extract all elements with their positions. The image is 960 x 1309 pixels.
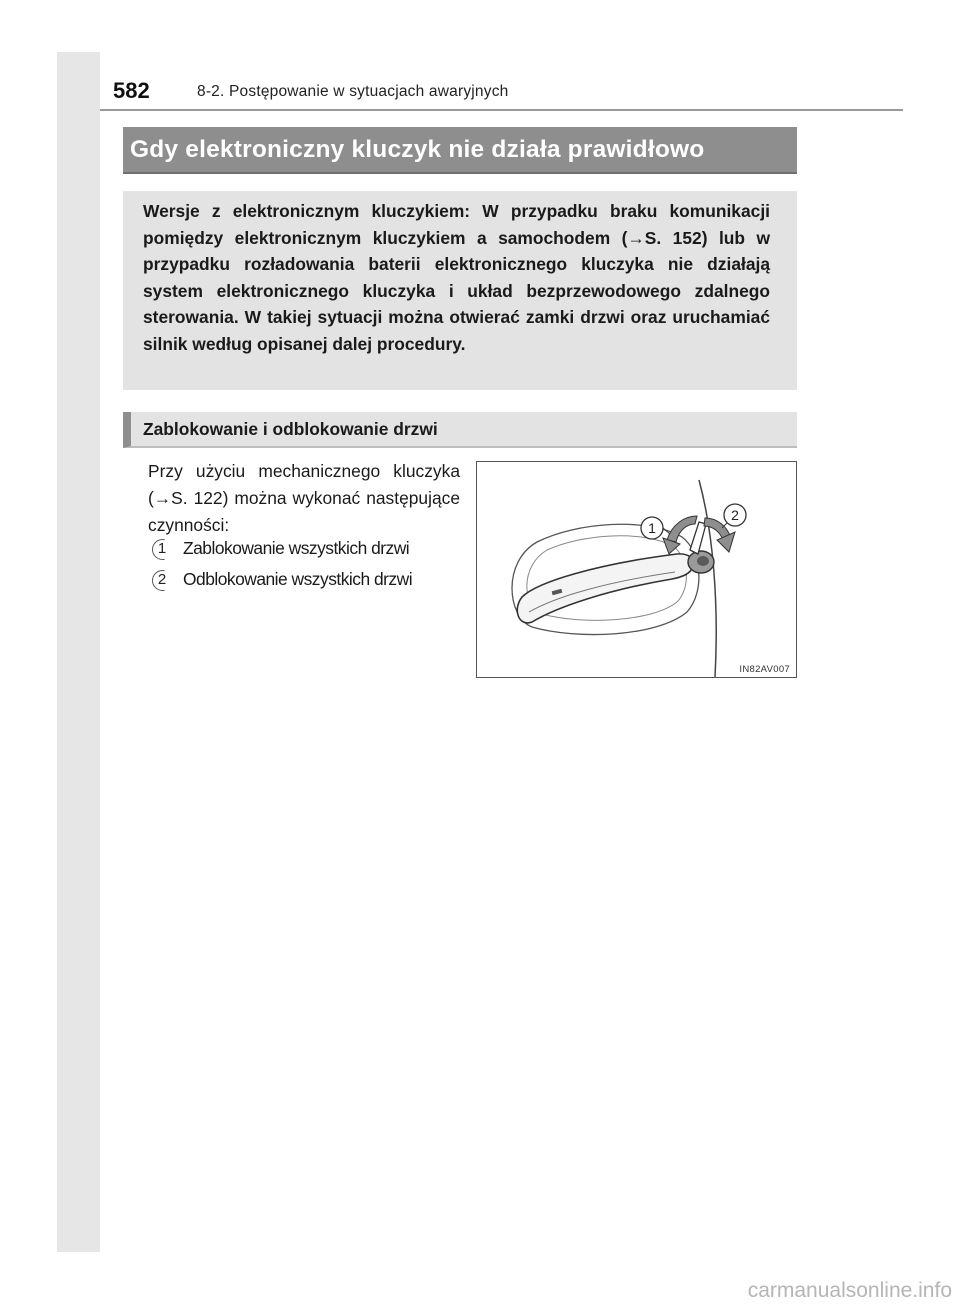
watermark: carmanualsonline.info (747, 1279, 952, 1302)
callout-1-label: 1 (648, 520, 656, 536)
section-title-banner (123, 127, 797, 174)
step-text: Odblokowanie wszystkich drzwi (183, 569, 413, 589)
figure-code: IN82AV007 (739, 664, 790, 675)
subsection-title: Zablokowanie i odblokowanie drzwi (143, 419, 438, 439)
step-text: Zablokowanie wszystkich drzwi (183, 538, 410, 558)
callout-2-label: 2 (731, 507, 739, 523)
chapter-title: 8-2. Postępowanie w sytuacjach awaryjnych (197, 83, 509, 100)
page-number: 582 (113, 78, 150, 103)
section-title: Gdy elektroniczny kluczyk nie działa prawidłowo (130, 136, 705, 163)
intro-text: Wersje z elektronicznym kluczykiem: W przypadku braku komunikacji pomiędzy elektronicznym kluczykiem a samochodem (→S. 152) lub w przypadku rozładowania baterii elektronicznego kluczyka nie działają system elektronicznego kluczyka i układ bezprzewodowego zdalnego sterowania. W takiej sytuacji można otwierać zamki drzwi oraz uruchamiać silnik według opisanej dalej procedury. (143, 201, 770, 354)
step-item (148, 569, 468, 600)
step-number: 1 (152, 539, 172, 559)
door-handle-drawing (477, 462, 796, 677)
door-handle-illustration (476, 461, 797, 678)
body-paragraph: Przy użyciu mechanicznego kluczyka (→S. 122) można wykonać następujące czynności: (148, 461, 460, 535)
side-margin-strip (57, 52, 100, 1252)
subsection-heading (123, 412, 797, 448)
step-number: 2 (152, 570, 172, 590)
page-header (113, 78, 903, 106)
step-item (148, 538, 468, 569)
header-divider (100, 109, 903, 111)
intro-box (123, 191, 797, 390)
step-list (148, 538, 468, 600)
